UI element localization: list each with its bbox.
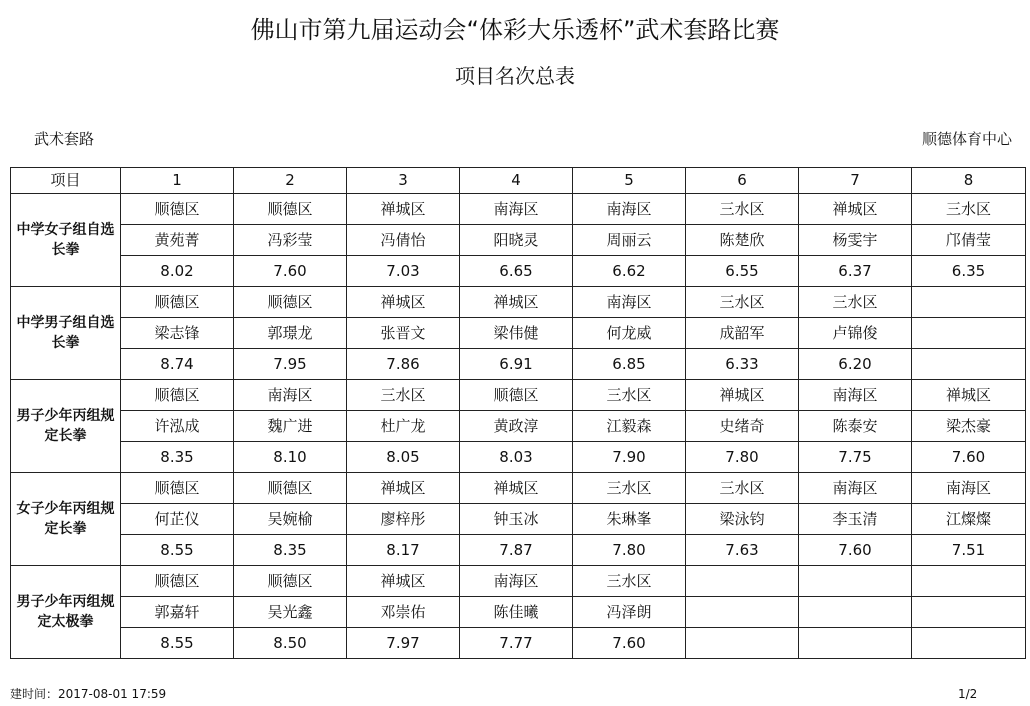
district-cell: 顺德区 — [460, 380, 573, 411]
score-cell: 6.85 — [573, 349, 686, 380]
athlete-name-cell: 吴婉榆 — [234, 504, 347, 535]
table-row — [11, 287, 1026, 318]
event-name-cell: 男子少年丙组规定太极拳 — [11, 566, 121, 659]
score-cell: 7.77 — [460, 628, 573, 659]
athlete-name-cell: 郭嘉轩 — [121, 597, 234, 628]
athlete-name-cell — [799, 597, 912, 628]
district-cell: 禅城区 — [686, 380, 799, 411]
score-cell: 7.95 — [234, 349, 347, 380]
score-cell: 7.60 — [573, 628, 686, 659]
district-cell: 顺德区 — [121, 194, 234, 225]
athlete-name-cell: 廖梓彤 — [347, 504, 460, 535]
score-cell: 8.74 — [121, 349, 234, 380]
athlete-name-cell: 梁泳钧 — [686, 504, 799, 535]
table-row — [11, 225, 1026, 256]
athlete-name-cell: 冯倩怡 — [347, 225, 460, 256]
athlete-name-cell: 黄政淳 — [460, 411, 573, 442]
table-row — [11, 628, 1026, 659]
athlete-name-cell: 魏广进 — [234, 411, 347, 442]
results-table — [10, 167, 1026, 659]
score-cell: 7.80 — [686, 442, 799, 473]
district-cell: 禅城区 — [347, 473, 460, 504]
score-cell: 7.75 — [799, 442, 912, 473]
event-name-cell: 中学男子组自选长拳 — [11, 287, 121, 380]
score-cell: 7.90 — [573, 442, 686, 473]
score-cell: 6.33 — [686, 349, 799, 380]
athlete-name-cell: 何芷仪 — [121, 504, 234, 535]
score-cell: 6.65 — [460, 256, 573, 287]
district-cell: 三水区 — [686, 473, 799, 504]
score-cell: 8.05 — [347, 442, 460, 473]
district-cell: 三水区 — [347, 380, 460, 411]
athlete-name-cell — [912, 318, 1026, 349]
district-cell — [799, 566, 912, 597]
athlete-name-cell: 梁志锋 — [121, 318, 234, 349]
district-cell: 顺德区 — [121, 566, 234, 597]
district-cell: 南海区 — [573, 287, 686, 318]
score-cell: 8.17 — [347, 535, 460, 566]
score-cell: 8.35 — [121, 442, 234, 473]
score-cell: 8.03 — [460, 442, 573, 473]
district-cell: 顺德区 — [121, 287, 234, 318]
table-row — [11, 597, 1026, 628]
district-cell: 顺德区 — [234, 566, 347, 597]
district-cell: 禅城区 — [347, 566, 460, 597]
rank-header: 7 — [799, 168, 912, 194]
athlete-name-cell — [686, 597, 799, 628]
athlete-name-cell: 黄苑菁 — [121, 225, 234, 256]
athlete-name-cell: 杨雯宇 — [799, 225, 912, 256]
district-cell — [686, 566, 799, 597]
header-row — [11, 168, 1026, 194]
score-cell — [799, 628, 912, 659]
district-cell: 南海区 — [573, 194, 686, 225]
district-cell: 三水区 — [573, 473, 686, 504]
score-cell: 8.10 — [234, 442, 347, 473]
district-cell: 三水区 — [686, 194, 799, 225]
district-cell: 禅城区 — [460, 287, 573, 318]
athlete-name-cell: 周丽云 — [573, 225, 686, 256]
district-cell: 南海区 — [799, 380, 912, 411]
district-cell: 南海区 — [460, 566, 573, 597]
table-row — [11, 256, 1026, 287]
athlete-name-cell: 阳晓灵 — [460, 225, 573, 256]
table-row — [11, 318, 1026, 349]
athlete-name-cell: 邓崇佑 — [347, 597, 460, 628]
table-row — [11, 504, 1026, 535]
district-cell: 禅城区 — [912, 380, 1026, 411]
district-cell: 禅城区 — [460, 473, 573, 504]
table-row — [11, 380, 1026, 411]
athlete-name-cell: 吴光鑫 — [234, 597, 347, 628]
district-cell: 顺德区 — [121, 473, 234, 504]
athlete-name-cell: 陈佳曦 — [460, 597, 573, 628]
athlete-name-cell: 许泓成 — [121, 411, 234, 442]
athlete-name-cell: 梁杰豪 — [912, 411, 1026, 442]
table-row — [11, 473, 1026, 504]
event-name-cell: 男子少年丙组规定长拳 — [11, 380, 121, 473]
athlete-name-cell: 朱琳峯 — [573, 504, 686, 535]
venue-label: 顺德体育中心 — [921, 130, 1012, 148]
category-label: 武术套路 — [34, 130, 95, 148]
table-row — [11, 349, 1026, 380]
district-cell: 三水区 — [912, 194, 1026, 225]
rank-header: 5 — [573, 168, 686, 194]
score-cell: 6.35 — [912, 256, 1026, 287]
district-cell: 禅城区 — [799, 194, 912, 225]
athlete-name-cell: 成韶军 — [686, 318, 799, 349]
corner-header: 项目 — [11, 168, 121, 194]
athlete-name-cell: 郭璟龙 — [234, 318, 347, 349]
table-row — [11, 194, 1026, 225]
district-cell: 三水区 — [573, 566, 686, 597]
score-cell: 7.60 — [799, 535, 912, 566]
district-cell — [912, 566, 1026, 597]
athlete-name-cell: 李玉清 — [799, 504, 912, 535]
page-title: 佛山市第九届运动会“体彩大乐透杯”武术套路比赛 — [250, 16, 780, 44]
score-cell: 7.86 — [347, 349, 460, 380]
district-cell: 顺德区 — [234, 287, 347, 318]
athlete-name-cell: 陈泰安 — [799, 411, 912, 442]
district-cell: 三水区 — [573, 380, 686, 411]
athlete-name-cell: 邝倩莹 — [912, 225, 1026, 256]
score-cell: 7.03 — [347, 256, 460, 287]
athlete-name-cell: 史绪奇 — [686, 411, 799, 442]
rank-header: 6 — [686, 168, 799, 194]
athlete-name-cell: 张晋文 — [347, 318, 460, 349]
event-name-cell: 中学女子组自选长拳 — [11, 194, 121, 287]
score-cell: 7.60 — [234, 256, 347, 287]
rank-header: 8 — [912, 168, 1026, 194]
score-cell: 7.60 — [912, 442, 1026, 473]
score-cell — [912, 628, 1026, 659]
rank-header: 3 — [347, 168, 460, 194]
table-row — [11, 411, 1026, 442]
athlete-name-cell: 冯泽朗 — [573, 597, 686, 628]
athlete-name-cell: 梁伟健 — [460, 318, 573, 349]
district-cell: 南海区 — [234, 380, 347, 411]
score-cell: 6.20 — [799, 349, 912, 380]
score-cell: 8.35 — [234, 535, 347, 566]
athlete-name-cell: 陈楚欣 — [686, 225, 799, 256]
page-number: 1/2 — [958, 687, 978, 701]
build-time: 建时间：2017-08-01 17:59 — [10, 687, 167, 701]
district-cell — [912, 287, 1026, 318]
district-cell: 南海区 — [460, 194, 573, 225]
results-body — [11, 194, 1026, 659]
score-cell: 6.55 — [686, 256, 799, 287]
score-cell: 6.37 — [799, 256, 912, 287]
district-cell: 南海区 — [799, 473, 912, 504]
score-cell: 8.02 — [121, 256, 234, 287]
district-cell: 三水区 — [799, 287, 912, 318]
page-subtitle: 项目名次总表 — [455, 64, 575, 88]
event-name-cell: 女子少年丙组规定长拳 — [11, 473, 121, 566]
score-cell — [912, 349, 1026, 380]
score-cell — [686, 628, 799, 659]
athlete-name-cell — [912, 597, 1026, 628]
score-cell: 6.91 — [460, 349, 573, 380]
district-cell: 顺德区 — [234, 473, 347, 504]
district-cell: 南海区 — [912, 473, 1026, 504]
score-cell: 6.62 — [573, 256, 686, 287]
district-cell: 顺德区 — [234, 194, 347, 225]
district-cell: 三水区 — [686, 287, 799, 318]
rank-header: 1 — [121, 168, 234, 194]
score-cell: 8.55 — [121, 535, 234, 566]
table-row — [11, 566, 1026, 597]
athlete-name-cell: 何龙威 — [573, 318, 686, 349]
rank-header: 2 — [234, 168, 347, 194]
score-cell: 8.55 — [121, 628, 234, 659]
rank-header: 4 — [460, 168, 573, 194]
score-cell: 8.50 — [234, 628, 347, 659]
table-row — [11, 535, 1026, 566]
district-cell: 禅城区 — [347, 287, 460, 318]
athlete-name-cell: 江毅森 — [573, 411, 686, 442]
athlete-name-cell: 江燦燦 — [912, 504, 1026, 535]
athlete-name-cell: 杜广龙 — [347, 411, 460, 442]
district-cell: 顺德区 — [121, 380, 234, 411]
athlete-name-cell: 卢锦俊 — [799, 318, 912, 349]
score-cell: 7.80 — [573, 535, 686, 566]
athlete-name-cell: 钟玉冰 — [460, 504, 573, 535]
score-cell: 7.51 — [912, 535, 1026, 566]
score-cell: 7.87 — [460, 535, 573, 566]
district-cell: 禅城区 — [347, 194, 460, 225]
table-row — [11, 442, 1026, 473]
score-cell: 7.63 — [686, 535, 799, 566]
athlete-name-cell: 冯彩莹 — [234, 225, 347, 256]
score-cell: 7.97 — [347, 628, 460, 659]
